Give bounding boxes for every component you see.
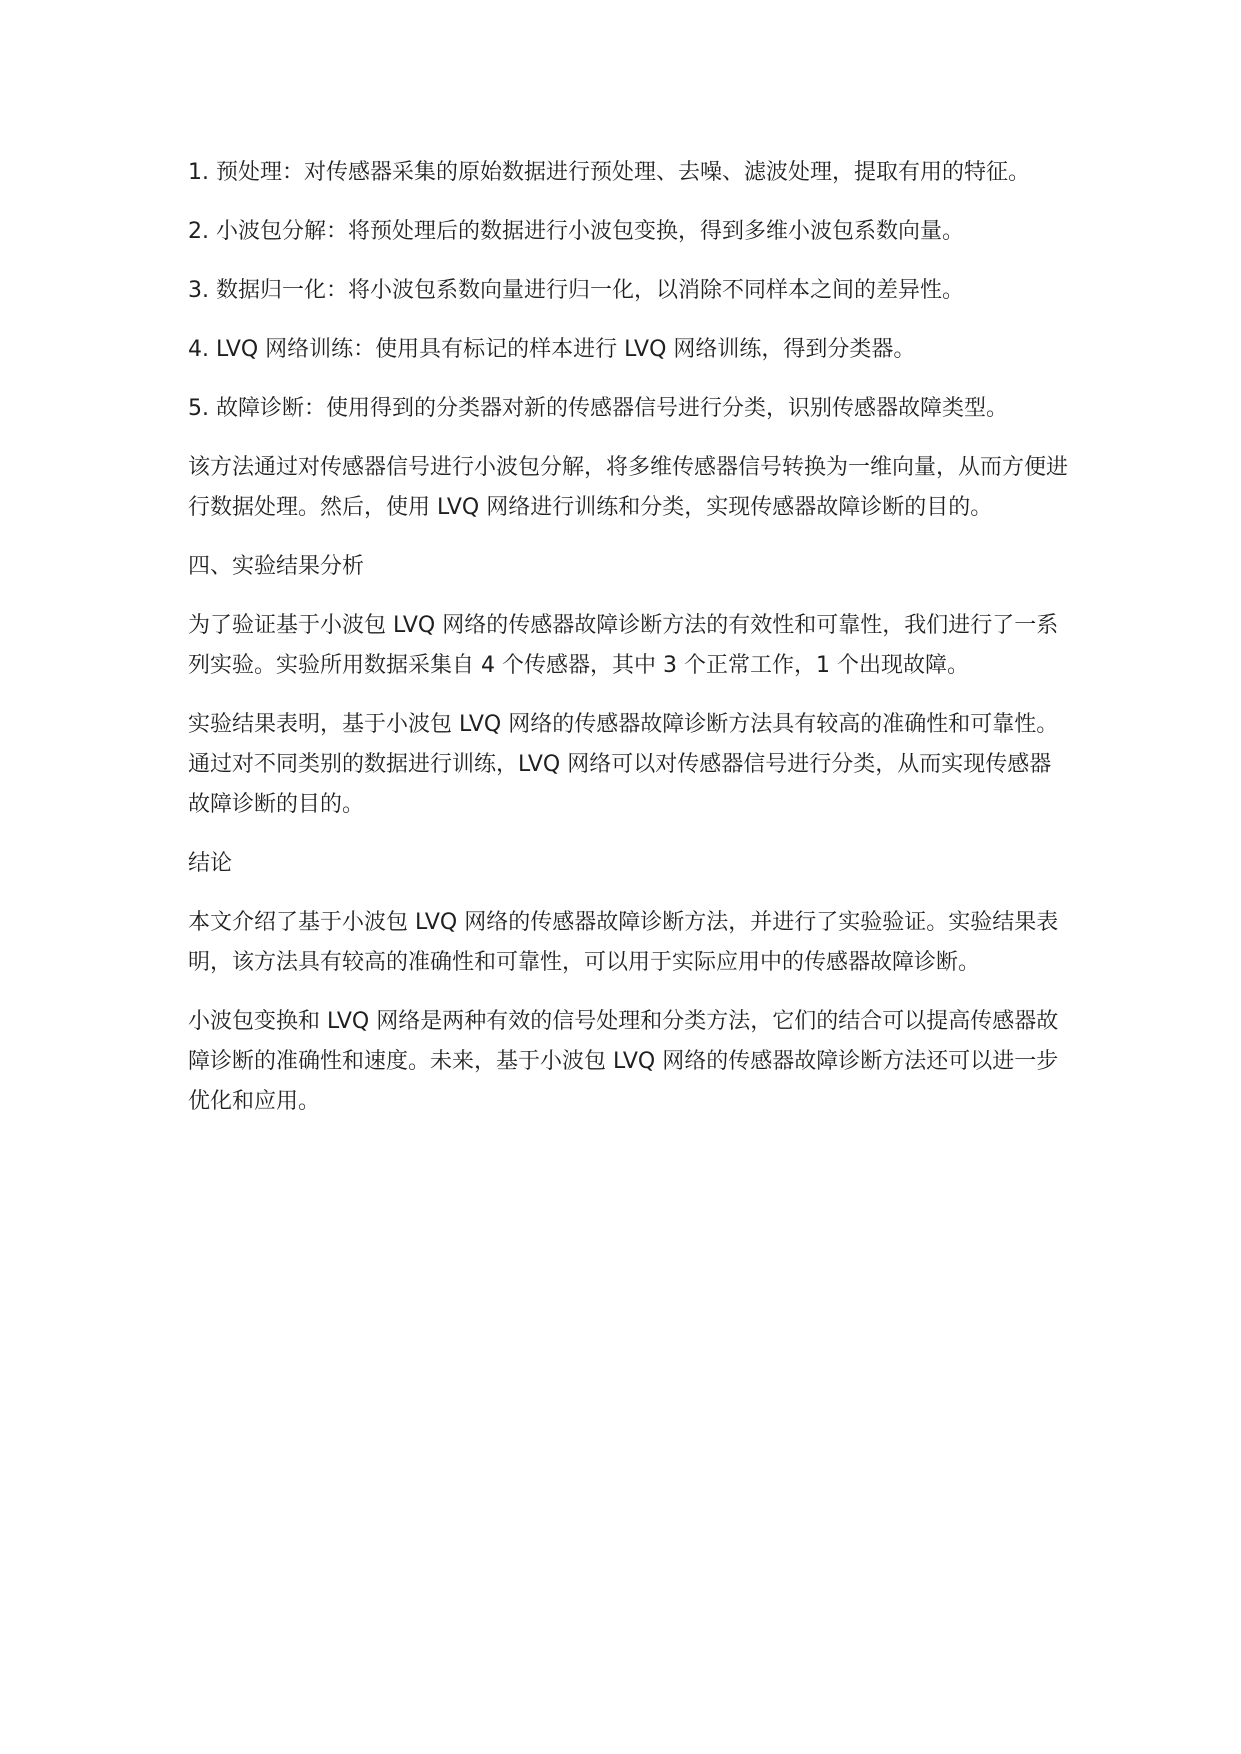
list-item-normalization: 3. 数据归一化：将小波包系数向量进行归一化，以消除不同样本之间的差异性。	[188, 278, 964, 303]
document-body	[188, 153, 1068, 1122]
conclusion-paragraph: 本文介绍了基于小波包 LVQ 网络的传感器故障诊断方法，并进行了实验验证。实验结果表明，该方法具有较高的准确性和可靠性，可以用于实际应用中的传感器故障诊断。	[188, 910, 1059, 975]
experiment-paragraph: 为了验证基于小波包 LVQ 网络的传感器故障诊断方法的有效性和可靠性，我们进行了一系列实验。实验所用数据采集自 4 个传感器，其中 3 个正常工作，1 个出现故障。	[188, 613, 1059, 678]
list-item-fault-diagnosis: 5. 故障诊断：使用得到的分类器对新的传感器信号进行分类，识别传感器故障类型。	[188, 396, 1008, 421]
section-heading-conclusion: 结论	[188, 851, 233, 876]
list-item-preprocessing: 1. 预处理：对传感器采集的原始数据进行预处理、去噪、滤波处理，提取有用的特征。	[188, 160, 1030, 185]
method-summary-paragraph: 该方法通过对传感器信号进行小波包分解，将多维传感器信号转换为一维向量，从而方便进行数据处理。然后，使用 LVQ 网络进行训练和分类，实现传感器故障诊断的目的。	[188, 455, 1069, 520]
future-work-paragraph: 小波包变换和 LVQ 网络是两种有效的信号处理和分类方法，它们的结合可以提高传感器故障诊断的准确性和速度。未来，基于小波包 LVQ 网络的传感器故障诊断方法还可以进一步优化和应用。	[188, 1009, 1059, 1114]
section-heading-experiment: 四、实验结果分析	[188, 554, 365, 579]
list-item-lvq-training: 4. LVQ 网络训练：使用具有标记的样本进行 LVQ 网络训练，得到分类器。	[188, 337, 916, 362]
list-item-wavelet-decomposition: 2. 小波包分解：将预处理后的数据进行小波包变换，得到多维小波包系数向量。	[188, 219, 964, 244]
results-paragraph: 实验结果表明，基于小波包 LVQ 网络的传感器故障诊断方法具有较高的准确性和可靠性。通过对不同类别的数据进行训练，LVQ 网络可以对传感器信号进行分类，从而实现传感器故障诊断的目的。	[188, 712, 1059, 817]
